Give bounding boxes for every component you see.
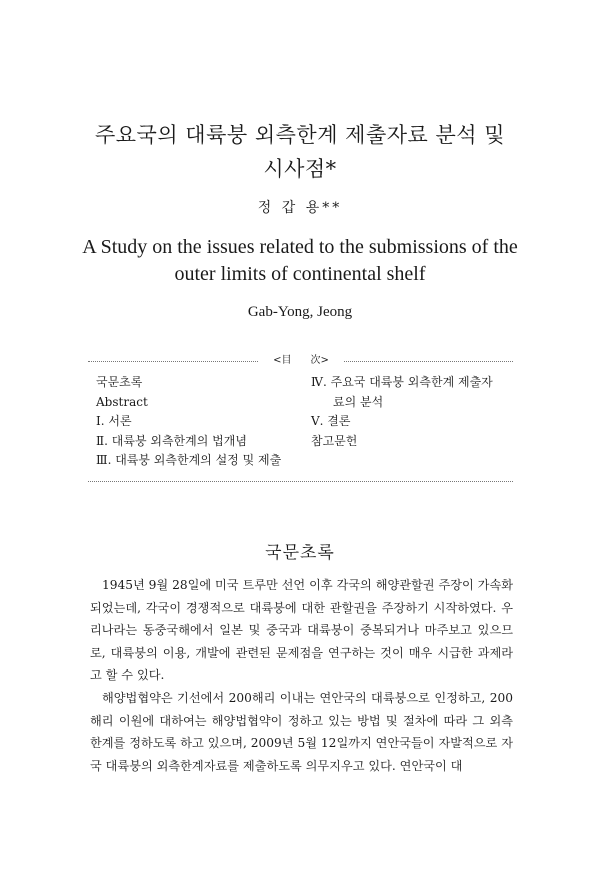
toc-left-column — [96, 373, 281, 471]
toc-item: Ⅱ. 대륙붕 외측한계의 법개념 — [96, 433, 247, 448]
abstract-paragraph: 해양법협약은 기선에서 200해리 이내는 연안국의 대륙붕으로 인정하고, 200해리 이원에 대하여는 해양법협약이 정하고 있는 방법 및 절차에 따라 그 외측 한계를 정하도록 하고 있으며, 2009년 5월 12일까지 연안국들이 자발적으로 자국 대륙붕의 외측한계자료를 제출하도록 의무지우고 있다. 연안국이 대 — [90, 690, 513, 773]
toc-item: Ⅰ. 서론 — [96, 414, 132, 428]
author-english: Gab-Yong, Jeong — [247, 304, 353, 320]
abstract-heading: 국문초록 — [265, 543, 335, 563]
table-of-contents — [88, 355, 513, 482]
toc-item: Ⅳ. 주요국 대륙붕 외측한계 제출자 — [311, 375, 493, 389]
toc-item: Ⅲ. 대륙붕 외측한계의 설정 및 제출 — [96, 453, 282, 467]
title-en-line2: outer limits of continental shelf — [174, 263, 426, 285]
abstract-paragraph: 1945년 9월 28일에 미국 트루만 선언 이후 각국의 해양관할권 주장이 가속화되었는데, 각국이 경쟁적으로 대륙붕에 대한 관할권을 주장하기 시작하였다. 우리나라는 동중국해에서 일본 및 중국과 대륙붕이 중복되거나 마주보고 있으므로, 대륙붕의 이용, 개발에 관련된 문제점을 연구하는 것이 매우 시급한 과제라고 할 수 있다. — [90, 578, 513, 683]
toc-right-column — [311, 373, 493, 451]
title-en-line1: A Study on the issues related to the submissions of the — [82, 236, 518, 258]
toc-top-rule-left — [88, 361, 266, 362]
toc-item: 료의 분석 — [333, 394, 384, 409]
paper-title-english — [0, 234, 600, 288]
toc-top-rule-right — [334, 361, 513, 362]
toc-item: 국문초록 — [96, 375, 143, 389]
title-ko-line1: 주요국의 대륙붕 외측한계 제출자료 분석 및 — [94, 123, 506, 147]
abstract-body — [90, 574, 513, 777]
author-korean: 정 갑 용** — [257, 200, 343, 216]
toc-item: Ⅴ. 결론 — [311, 414, 351, 428]
toc-heading: <目 次> — [258, 354, 344, 368]
toc-item: Abstract — [96, 394, 148, 409]
paper-title-korean — [0, 118, 600, 186]
toc-item: 참고문헌 — [311, 433, 358, 448]
title-ko-line2: 시사점* — [263, 157, 337, 181]
